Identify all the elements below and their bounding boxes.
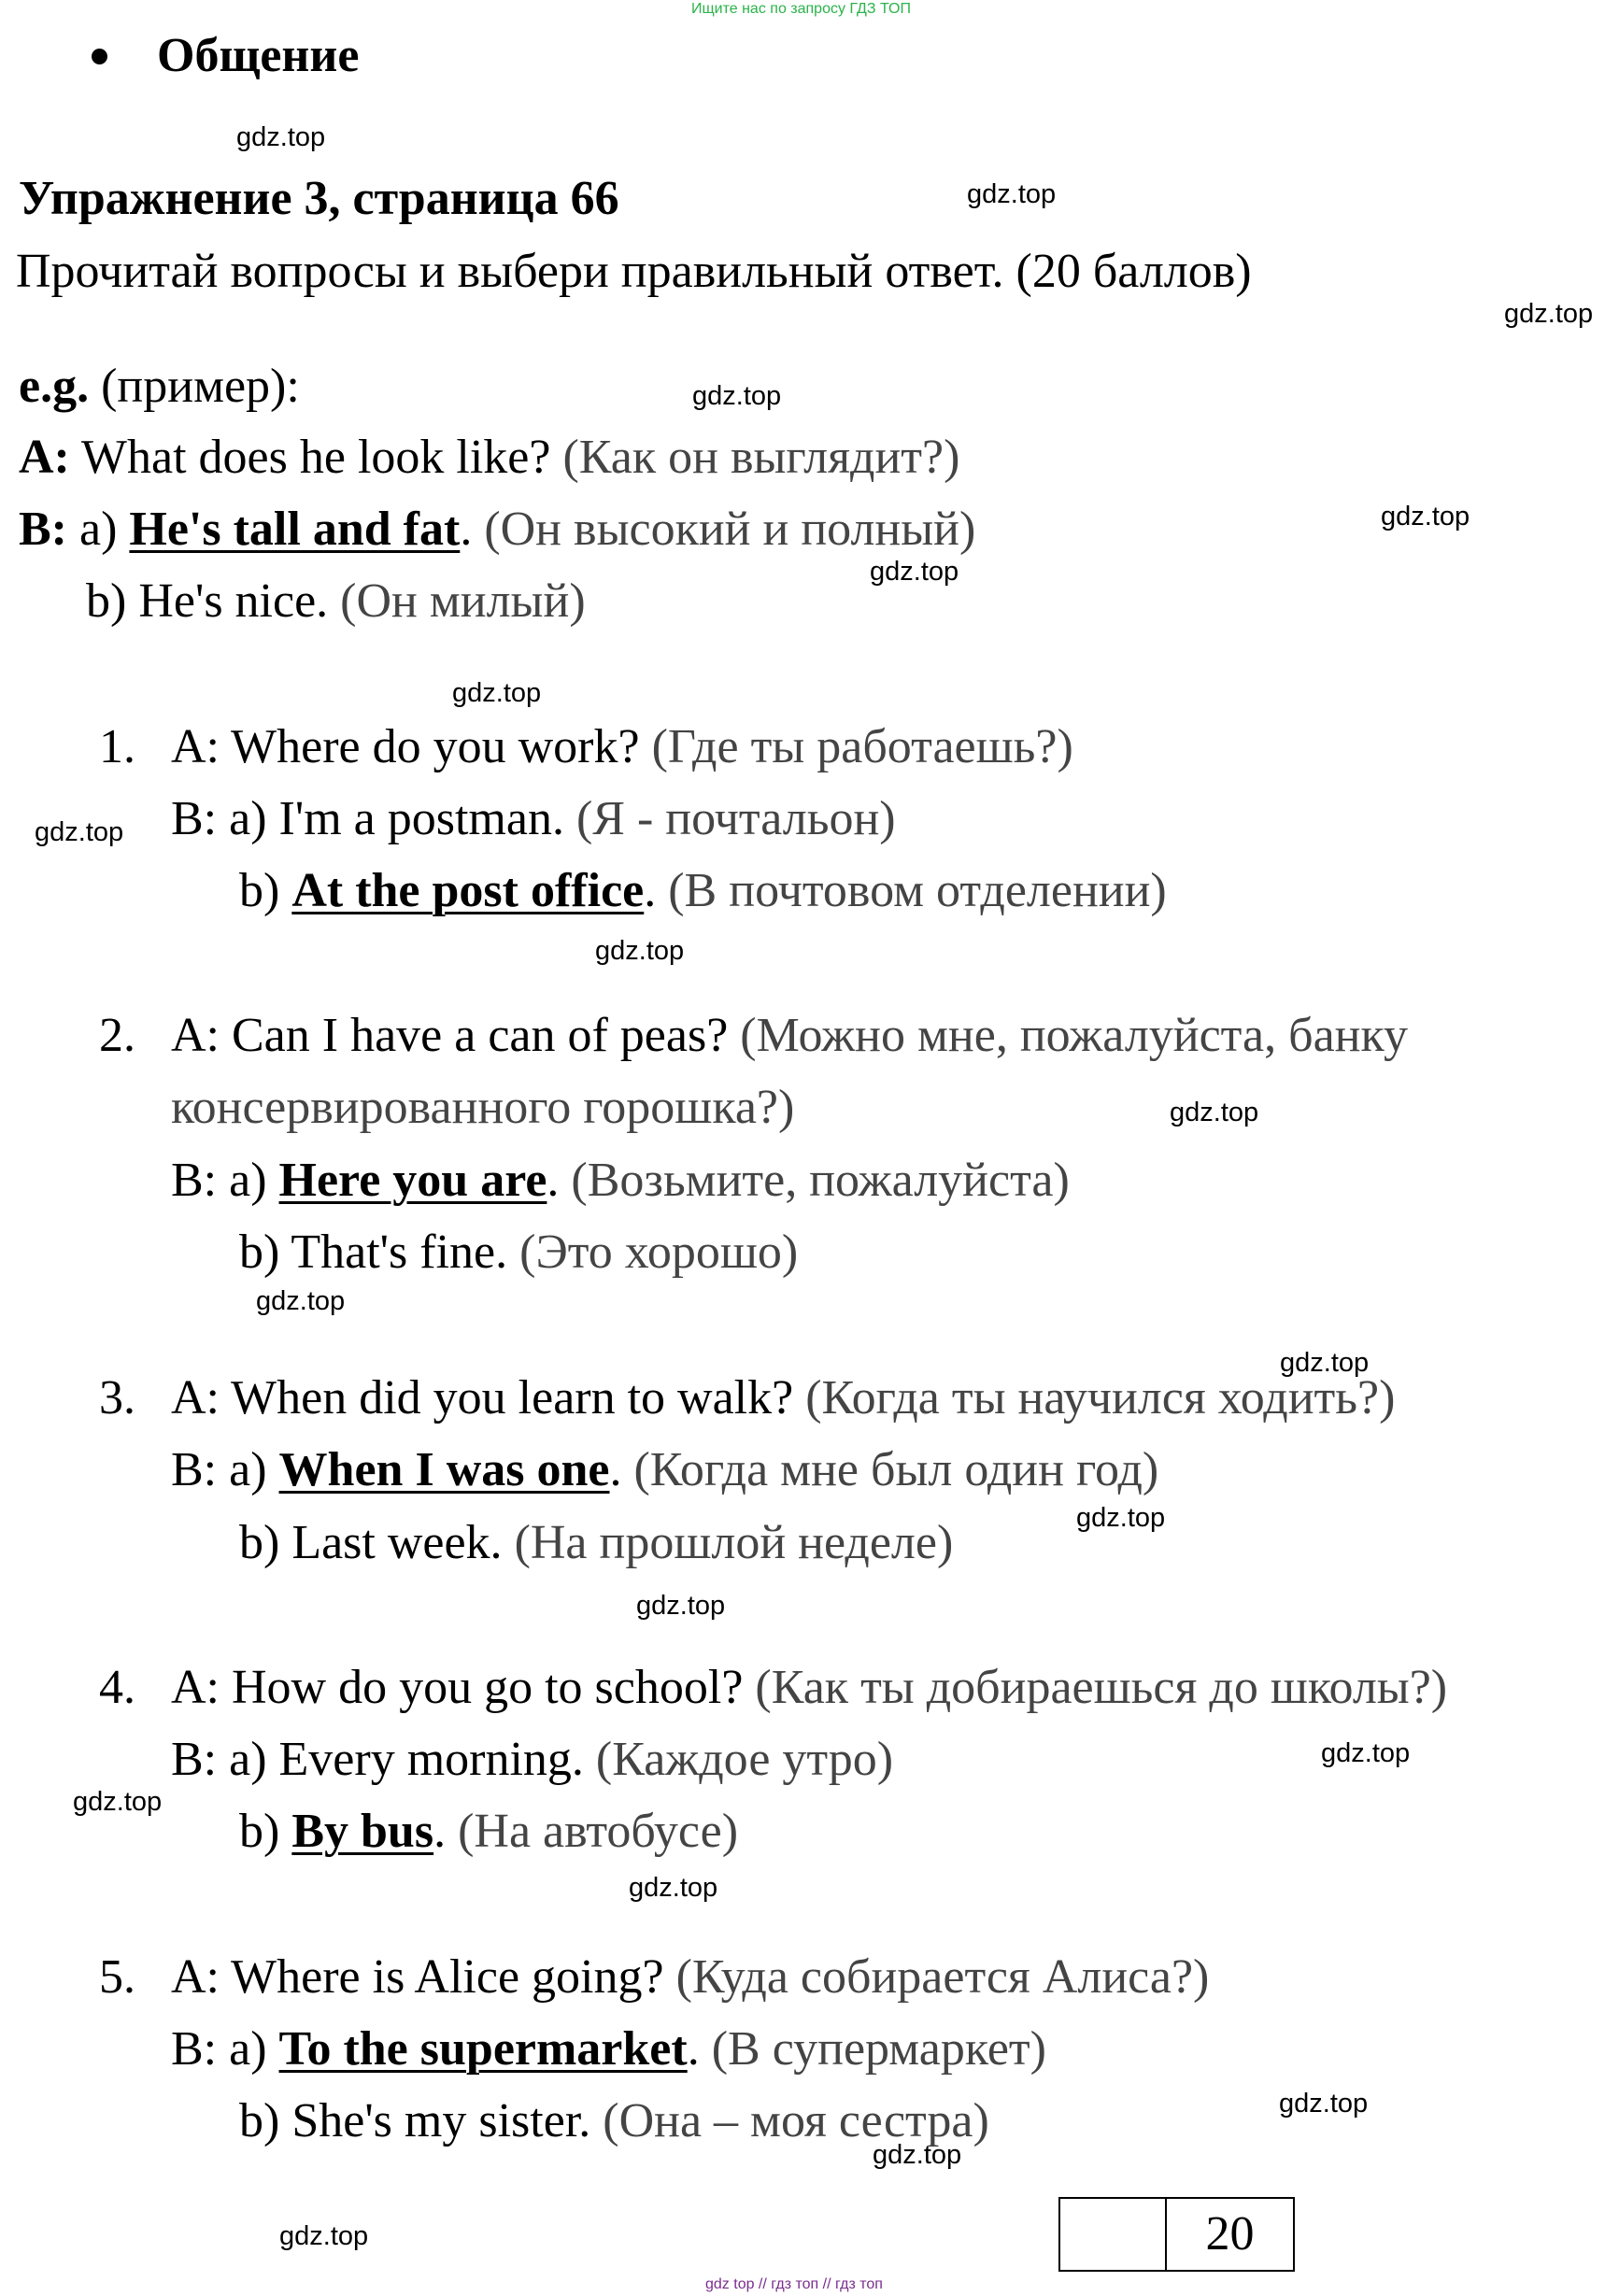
instruction: Прочитай вопросы и выбери правильный ответ. (20 баллов) — [16, 245, 1252, 298]
example-a-text: What does he look like? — [69, 431, 551, 484]
example-question — [19, 433, 959, 482]
item-3-b: b) Last week. — [239, 1516, 503, 1569]
item-1-a: B: a) I'm a postman. — [171, 792, 564, 845]
example-b2-text: b) He's nice. — [86, 574, 329, 628]
watermark: gdz.top — [636, 1591, 726, 1621]
item-5-option-b — [239, 2094, 989, 2147]
watermark: gdz.top — [1280, 1348, 1370, 1378]
watermark: gdz.top — [629, 1873, 718, 1903]
watermark: gdz.top — [1076, 1503, 1166, 1533]
item-5-a-tail: . — [687, 2022, 700, 2076]
score-value: 20 — [1205, 2207, 1255, 2261]
item-4-option-a — [171, 1733, 894, 1786]
example-a-ru: (Как он выглядит?) — [550, 431, 960, 484]
item-4-option-b — [239, 1807, 738, 1856]
example-b-label: B: — [19, 503, 67, 556]
item-4-number: 4. — [99, 1661, 135, 1714]
item-1-q-ru: (Где ты работаешь?) — [639, 720, 1073, 773]
item-2-option-b — [239, 1228, 798, 1277]
item-1-option-b — [239, 864, 1167, 917]
watermark: gdz.top — [1321, 1738, 1411, 1768]
item-1-question — [171, 720, 1073, 773]
watermark: gdz.top — [279, 2221, 369, 2251]
score-box — [1058, 2197, 1295, 2272]
watermark: gdz.top — [873, 2140, 962, 2170]
item-4-a: B: a) Every morning. — [171, 1733, 584, 1786]
watermark: gdz.top — [1170, 1098, 1259, 1127]
item-3-a-ru: (Когда мне был один год) — [621, 1443, 1159, 1496]
example-correct-answer: He's tall and fat — [129, 503, 461, 556]
item-4-correct-answer: By bus — [291, 1805, 434, 1858]
example-b-tail: . — [460, 503, 473, 556]
item-3-question — [171, 1371, 1396, 1424]
item-3-option-a — [171, 1443, 1159, 1496]
example-answer-b — [86, 574, 586, 628]
item-2-b: b) That's fine. — [239, 1226, 508, 1279]
item-3-a-tail: . — [609, 1443, 622, 1496]
item-1-b-prefix: b) — [239, 864, 292, 917]
footer-links: gdz top // гдз топ // гдз топ — [705, 2276, 883, 2292]
item-2-question-cont: консервированного горошка?) — [171, 1081, 795, 1134]
section-title: Общение — [157, 29, 360, 82]
item-5-q: A: Where is Alice going? — [171, 1950, 664, 2004]
item-2-question — [171, 1009, 1409, 1062]
example-answer-a — [19, 505, 975, 554]
item-5-q-ru: (Куда собирается Алиса?) — [663, 1950, 1210, 2004]
item-3-option-b — [239, 1516, 954, 1569]
item-1-q: A: Where do you work? — [171, 720, 640, 773]
watermark: gdz.top — [1381, 502, 1470, 531]
watermark: gdz.top — [1504, 299, 1594, 329]
bullet-icon — [92, 49, 107, 64]
example-b-ru: (Он высокий и полный) — [472, 503, 976, 556]
item-5-question — [171, 1950, 1210, 2004]
item-1-number: 1. — [99, 720, 135, 773]
score-box-left — [1060, 2199, 1165, 2270]
item-4-q-ru: (Как ты добираешься до школы?) — [743, 1661, 1448, 1714]
watermark: gdz.top — [35, 817, 124, 847]
item-4-b-tail: . — [433, 1805, 447, 1858]
item-5-b-ru: (Она – моя сестра) — [590, 2094, 989, 2147]
item-4-question — [171, 1661, 1448, 1714]
item-2-option-a — [171, 1156, 1070, 1205]
watermark: gdz.top — [452, 678, 542, 708]
example-a-label: A: — [19, 431, 70, 484]
watermark: gdz.top — [967, 179, 1057, 209]
item-5-option-a — [171, 2022, 1046, 2076]
example-b-prefix: a) — [67, 503, 130, 556]
item-2-q-ru: (Можно мне, пожалуйста, банку — [728, 1009, 1409, 1062]
item-2-q: A: Can I have a can of peas? — [171, 1009, 729, 1062]
item-4-q: A: How do you go to school? — [171, 1661, 744, 1714]
watermark: gdz.top — [236, 122, 326, 152]
item-2-a-tail: . — [547, 1154, 560, 1207]
item-3-q-ru: (Когда ты научился ходить?) — [793, 1371, 1396, 1424]
watermark: gdz.top — [692, 381, 782, 411]
example-label-suffix: (пример): — [89, 360, 300, 413]
example-label-line — [19, 362, 300, 411]
item-5-number: 5. — [99, 1950, 135, 2004]
item-1-b-tail: . — [644, 864, 657, 917]
exercise-title: Упражнение 3, страница 66 — [19, 172, 619, 225]
item-2-correct-answer: Here you are — [278, 1154, 547, 1207]
watermark: gdz.top — [1279, 2089, 1369, 2119]
item-5-b: b) She's my sister. — [239, 2094, 591, 2147]
top-banner: Ищите нас по запросу ГДЗ ТОП — [691, 1, 911, 17]
item-5-a-prefix: B: a) — [171, 2022, 279, 2076]
item-3-correct-answer: When I was one — [278, 1443, 610, 1496]
watermark: gdz.top — [595, 936, 685, 966]
item-1-a-ru: (Я - почтальон) — [563, 792, 896, 845]
example-b2-ru: (Он милый) — [328, 574, 586, 628]
watermark: gdz.top — [73, 1787, 163, 1817]
item-3-number: 3. — [99, 1371, 135, 1424]
item-3-b-ru: (На прошлой неделе) — [502, 1516, 954, 1569]
item-3-a-prefix: B: a) — [171, 1443, 279, 1496]
item-2-a-ru: (Возьмите, пожалуйста) — [559, 1154, 1070, 1207]
watermark: gdz.top — [870, 557, 959, 587]
example-label: e.g. — [19, 360, 90, 413]
item-1-option-a — [171, 792, 896, 845]
item-4-b-prefix: b) — [239, 1805, 292, 1858]
item-5-a-ru: (В супермаркет) — [699, 2022, 1046, 2076]
item-2-a-prefix: B: a) — [171, 1154, 279, 1207]
item-5-correct-answer: To the supermarket — [278, 2022, 688, 2076]
item-3-q: A: When did you learn to walk? — [171, 1371, 794, 1424]
item-4-b-ru: (На автобусе) — [446, 1805, 739, 1858]
item-1-correct-answer: At the post office — [291, 864, 645, 917]
item-2-number: 2. — [99, 1009, 135, 1062]
watermark: gdz.top — [256, 1286, 346, 1316]
item-1-b-ru: (В почтовом отделении) — [656, 864, 1167, 917]
item-2-b-ru: (Это хорошо) — [507, 1226, 799, 1279]
item-4-a-ru: (Каждое утро) — [583, 1733, 894, 1786]
